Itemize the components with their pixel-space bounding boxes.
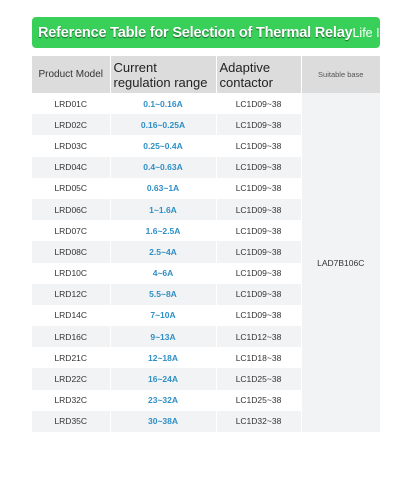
cell-contactor: LC1D09~38 (216, 305, 301, 326)
brand-logo (352, 26, 405, 40)
cell-range: 12~18A (110, 347, 216, 368)
cell-model: LRD12C (32, 284, 110, 305)
cell-range: 30~38A (110, 411, 216, 432)
cell-contactor: LC1D09~38 (216, 114, 301, 135)
brand-prefix: Life Is (352, 25, 386, 40)
cell-contactor: LC1D32~38 (216, 411, 301, 432)
cell-contactor: LC1D09~38 (216, 157, 301, 178)
cell-range: 9~13A (110, 326, 216, 347)
cell-contactor: LC1D09~38 (216, 284, 301, 305)
cell-model: LRD22C (32, 368, 110, 389)
cell-range: 0.63~1A (110, 178, 216, 199)
cell-range: 0.4~0.63A (110, 157, 216, 178)
cell-range: 7~10A (110, 305, 216, 326)
cell-contactor: LC1D09~38 (216, 93, 301, 114)
cell-contactor: LC1D18~38 (216, 347, 301, 368)
header-current-range: Current regulation range (110, 56, 216, 93)
cell-model: LRD06C (32, 199, 110, 220)
cell-range: 2.5~4A (110, 241, 216, 262)
cell-model: LRD35C (32, 411, 110, 432)
cell-model: LRD32C (32, 390, 110, 411)
cell-model: LRD10C (32, 263, 110, 284)
cell-contactor: LC1D09~38 (216, 220, 301, 241)
cell-range: 23~32A (110, 390, 216, 411)
cell-model: LRD05C (32, 178, 110, 199)
cell-range: 0.25~0.4A (110, 135, 216, 156)
cell-model: LRD04C (32, 157, 110, 178)
cell-contactor: LC1D25~38 (216, 368, 301, 389)
table-header-row (32, 56, 380, 93)
cell-suitable-base: LAD7B106C (301, 93, 380, 432)
header-suitable-base: Suitable base (301, 56, 380, 93)
power-icon (387, 27, 399, 39)
header-adaptive-contactor: Adaptive contactor (216, 56, 301, 93)
cell-contactor: LC1D09~38 (216, 135, 301, 156)
cell-range: 1.6~2.5A (110, 220, 216, 241)
cell-contactor: LC1D09~38 (216, 263, 301, 284)
banner-title: Reference Table for Selection of Thermal Relay (38, 24, 353, 41)
cell-contactor: LC1D09~38 (216, 178, 301, 199)
cell-range: 0.1~0.16A (110, 93, 216, 114)
cell-contactor: LC1D12~38 (216, 326, 301, 347)
cell-model: LRD08C (32, 241, 110, 262)
brand-suffix: n (398, 25, 406, 40)
header-product-model: Product Model (32, 56, 110, 93)
cell-range: 5.5~8A (110, 284, 216, 305)
cell-model: LRD16C (32, 326, 110, 347)
cell-model: LRD02C (32, 114, 110, 135)
table-body (32, 93, 380, 432)
cell-model: LRD03C (32, 135, 110, 156)
cell-contactor: LC1D09~38 (216, 241, 301, 262)
cell-model: LRD07C (32, 220, 110, 241)
cell-model: LRD14C (32, 305, 110, 326)
cell-range: 1~1.6A (110, 199, 216, 220)
title-banner (32, 17, 406, 48)
thermal-relay-table (32, 56, 380, 432)
cell-range: 16~24A (110, 368, 216, 389)
table-row (32, 93, 380, 114)
cell-model: LRD01C (32, 93, 110, 114)
cell-model: LRD21C (32, 347, 110, 368)
cell-range: 4~6A (110, 263, 216, 284)
cell-range: 0.16~0.25A (110, 114, 216, 135)
cell-contactor: LC1D25~38 (216, 390, 301, 411)
cell-contactor: LC1D09~38 (216, 199, 301, 220)
